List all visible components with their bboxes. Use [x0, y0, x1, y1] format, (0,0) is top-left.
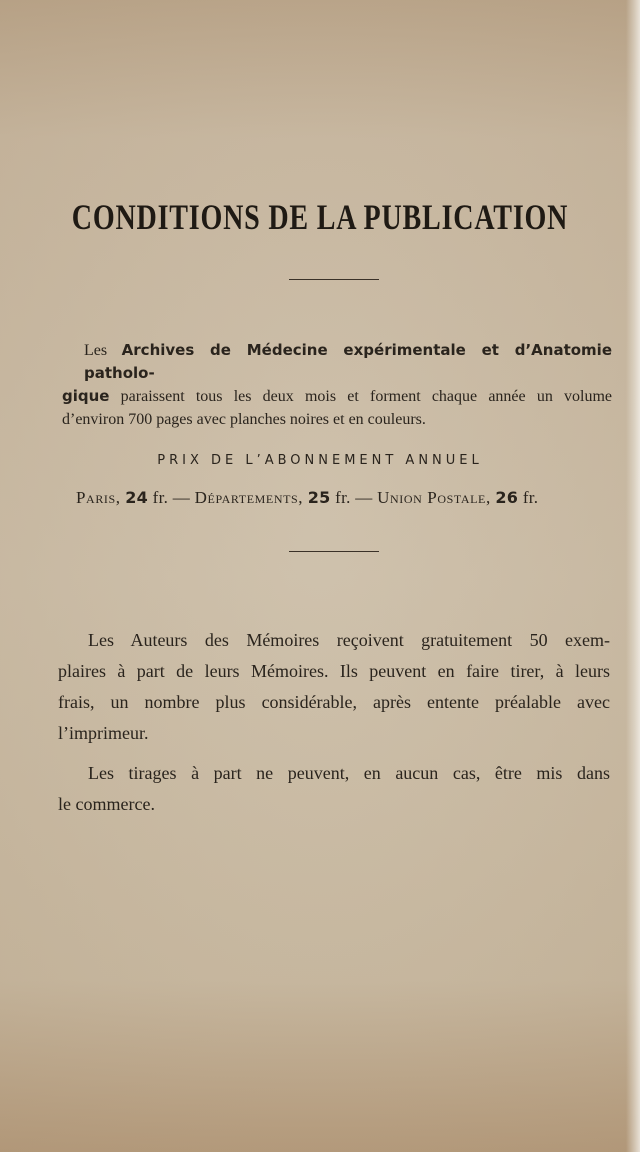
pricing-line — [76, 488, 596, 508]
intro-prefix: Les — [84, 342, 122, 359]
divider-rule-top — [289, 279, 379, 280]
intro-line-3: d’environ 700 pages avec planches noires et en couleurs. — [62, 411, 426, 428]
authors-line-3: frais, un nombre plus considérable, après entente préalable avec — [58, 692, 610, 712]
currency-paris: fr. — [152, 488, 169, 507]
currency-departements: fr. — [335, 488, 351, 507]
pricing-heading: PRIX DE L’ABONNEMENT ANNUEL — [157, 453, 483, 468]
separator-1: — — [172, 488, 191, 507]
intro-line-2 — [62, 385, 612, 408]
commerce-line-2: le commerce. — [58, 794, 155, 814]
authors-line-1: Les Auteurs des Mémoires reçoivent gratuitement 50 exem- — [88, 630, 610, 650]
divider-rule-bottom — [289, 551, 379, 552]
intro-paragraph — [62, 339, 612, 431]
separator-2: — — [355, 488, 373, 507]
intro-line-2-text: paraissent tous les deux mois et forment chaque année un volume — [109, 388, 612, 405]
journal-name-part-2: gique — [62, 387, 110, 405]
paragraph-gap — [88, 749, 610, 758]
union-price: 26 — [495, 488, 519, 507]
paris-label: Paris, — [76, 488, 121, 507]
commerce-line-1: Les tirages à part ne peuvent, en aucun cas, être mis dans — [88, 763, 610, 783]
currency-union: fr. — [522, 488, 539, 507]
union-label: Union Postale, — [377, 488, 491, 507]
authors-line-2: plaires à part de leurs Mémoires. Ils peuvent en faire tirer, à leurs — [58, 661, 610, 681]
authors-section — [58, 625, 610, 820]
intro-line-1 — [84, 339, 612, 385]
journal-name-part-1: Archives de Médecine expérimentale et d’Anatomie patholo- — [84, 341, 612, 382]
departements-price: 25 — [307, 488, 331, 507]
authors-line-4: l’imprimeur. — [58, 723, 149, 743]
page-title: CONDITIONS DE LA PUBLICATION — [71, 197, 569, 237]
paris-price: 24 — [125, 488, 149, 507]
departements-label: Départements, — [194, 488, 304, 507]
